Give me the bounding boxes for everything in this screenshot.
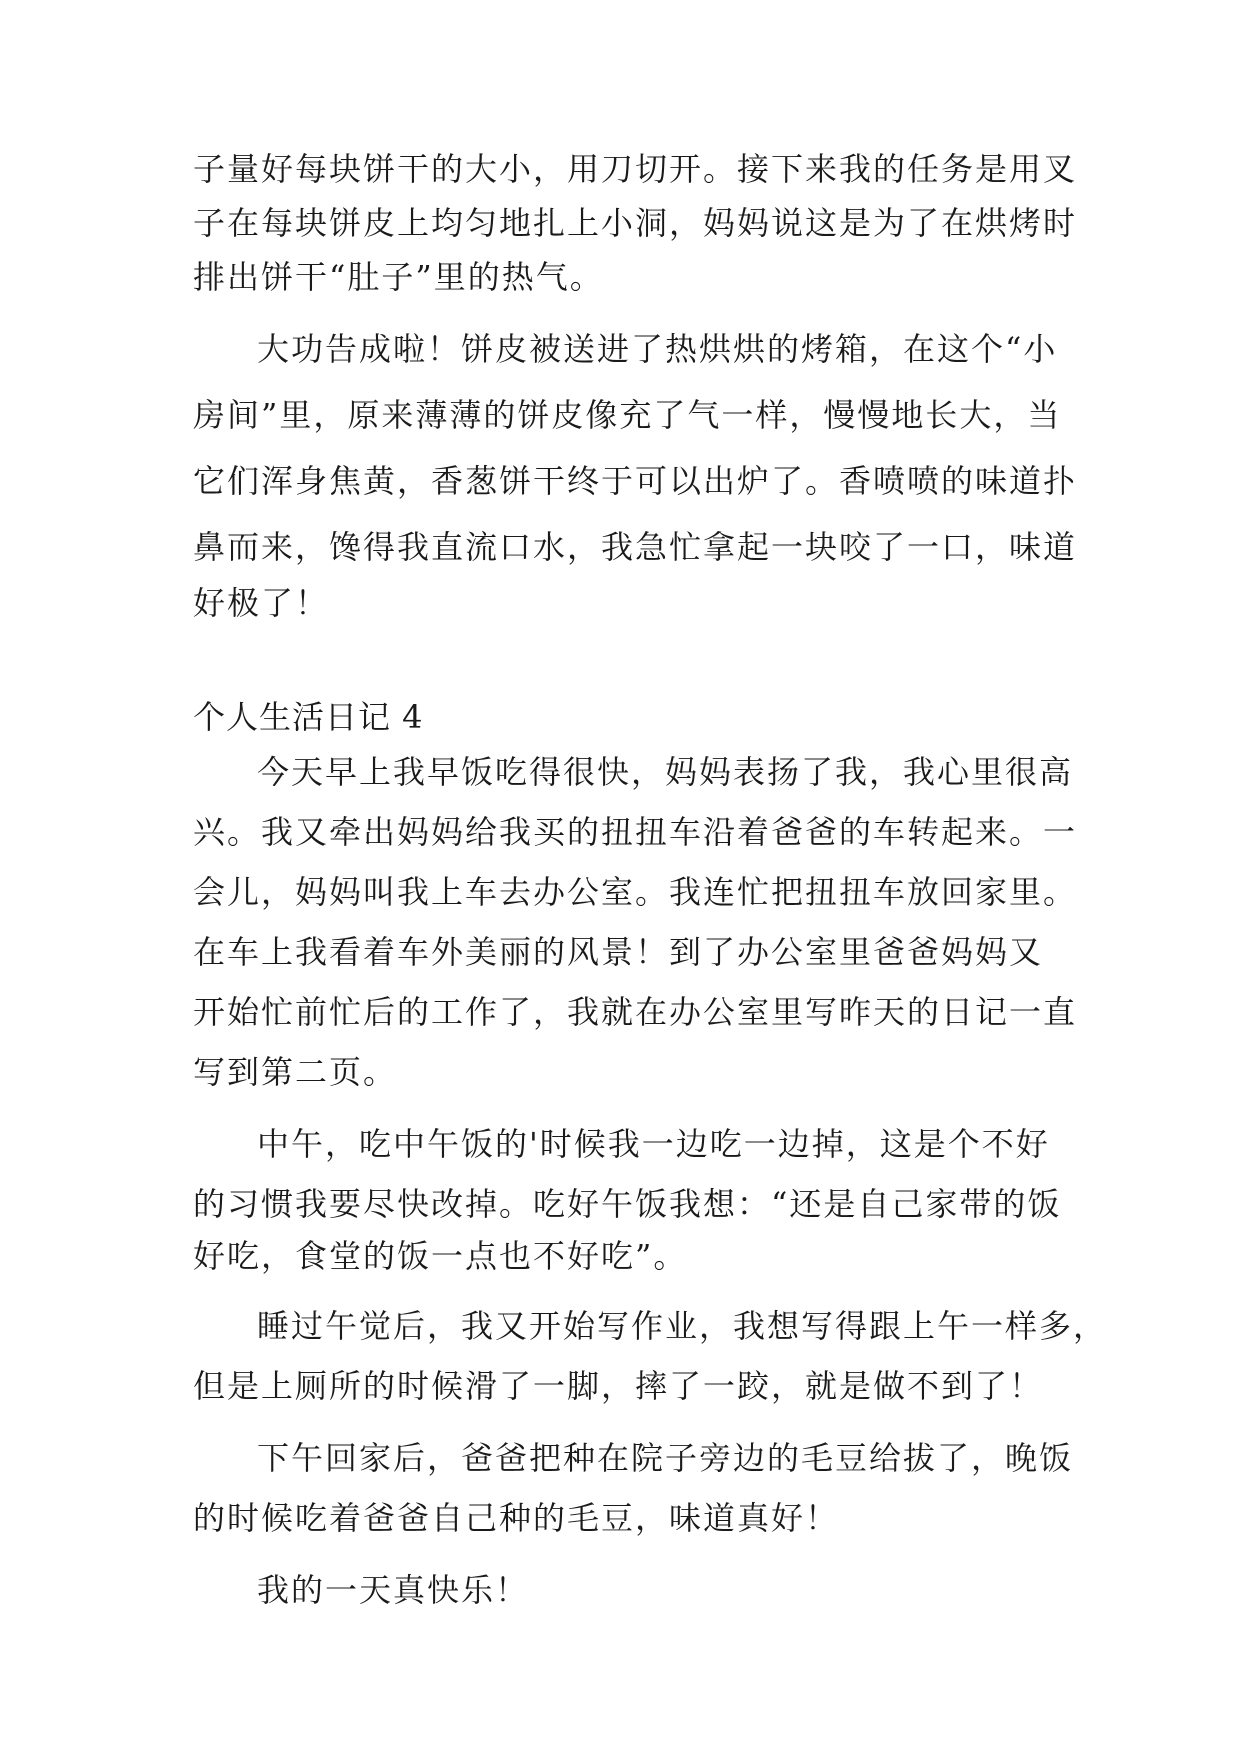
- text-line: 排出饼干“肚子”里的热气。: [193, 258, 604, 296]
- text-line: 但是上厕所的时候滑了一脚，摔了一跤，就是做不到了！: [193, 1367, 1044, 1405]
- text-line: 大功告成啦！饼皮被送进了热烘烘的烤箱，在这个“小: [257, 330, 1058, 368]
- text-line: 子量好每块饼干的大小，用刀切开。接下来我的任务是用叉: [193, 150, 1078, 188]
- text-line: 中午，吃中午饭的'时候我一边吃一边掉，这是个不好: [257, 1125, 1050, 1163]
- text-line: 写到第二页。: [193, 1053, 398, 1091]
- text-line: 我的一天真快乐！: [257, 1571, 530, 1609]
- text-line: 房间”里，原来薄薄的饼皮像充了气一样，慢慢地长大，当: [193, 396, 1062, 434]
- text-line: 的习惯我要尽快改掉。吃好午饭我想：“还是自己家带的饭: [193, 1185, 1062, 1223]
- text-line: 好极了！: [193, 584, 330, 622]
- text-line: 兴。我又牵出妈妈给我买的扭扭车沿着爸爸的车转起来。一: [193, 813, 1078, 851]
- text-line: 它们浑身焦黄，香葱饼干终于可以出炉了。香喷喷的味道扑: [193, 462, 1078, 500]
- text-line: 鼻而来，馋得我直流口水，我急忙拿起一块咬了一口，味道: [193, 528, 1078, 566]
- text-line: 子在每块饼皮上均匀地扎上小洞，妈妈说这是为了在烘烤时: [193, 204, 1078, 242]
- text-line: 的时候吃着爸爸自己种的毛豆，味道真好！: [193, 1499, 840, 1537]
- text-line: 睡过午觉后，我又开始写作业，我想写得跟上午一样多，: [257, 1307, 1108, 1345]
- text-line: 会儿，妈妈叫我上车去办公室。我连忙把扭扭车放回家里。: [193, 873, 1078, 911]
- section-heading: 个人生活日记 4: [193, 698, 424, 736]
- text-line: 开始忙前忙后的工作了，我就在办公室里写昨天的日记一直: [193, 993, 1078, 1031]
- text-line: 下午回家后，爸爸把种在院子旁边的毛豆给拔了，晚饭: [257, 1439, 1074, 1477]
- text-line: 今天早上我早饭吃得很快，妈妈表扬了我，我心里很高: [257, 753, 1074, 791]
- text-line: 在车上我看着车外美丽的风景！到了办公室里爸爸妈妈又: [193, 933, 1044, 971]
- text-line: 好吃，食堂的饭一点也不好吃”。: [193, 1237, 688, 1275]
